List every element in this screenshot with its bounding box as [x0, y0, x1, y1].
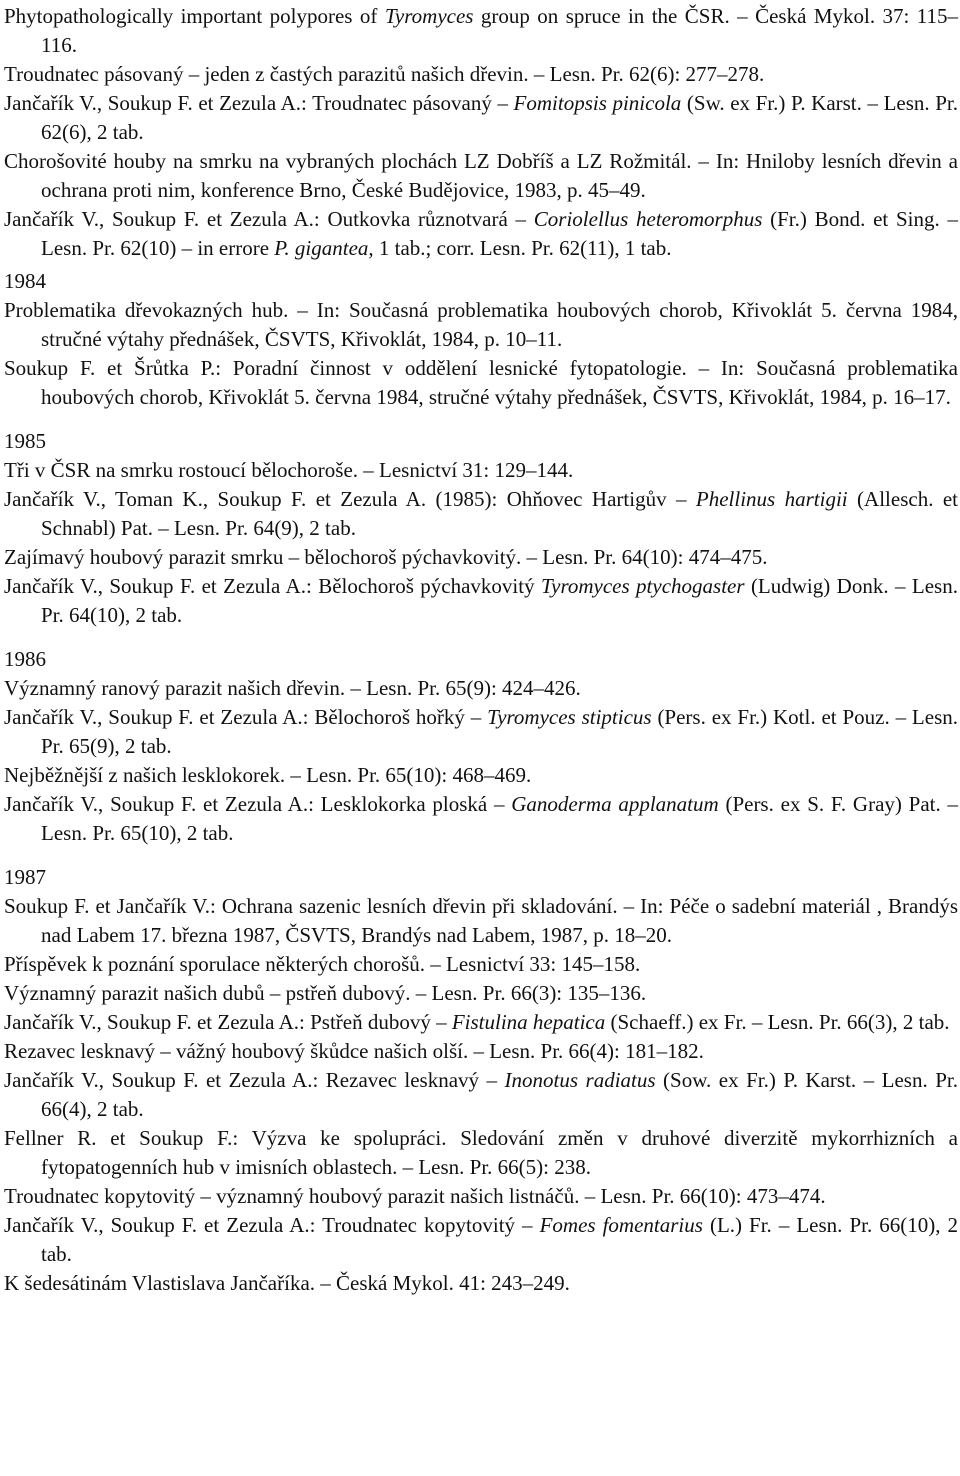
entry-text: (L.) Fr. – Lesn. Pr. 66(10), 2 tab.	[41, 1213, 958, 1266]
entry-text: (Pers. ex Fr.) Kotl. et Pouz. – Lesn. Pr. 65(9), 2 tab.	[41, 705, 958, 758]
entry-text: Soukup F. et Šrůtka P.: Poradní činnost v oddělení lesnické fytopatologie. – In: Současná problematika houbových chorob, Křivoklát 5. června 1984, stručné výtahy přednášek, ČSVTS, Křivoklát, 1984, p. 16–17.	[4, 356, 958, 409]
bibliography-entry	[4, 1008, 958, 1037]
bibliography-entry	[4, 205, 958, 263]
entry-text: Soukup F. et Jančařík V.: Ochrana sazenic lesních dřevin při skladování. – In: Péče o sadební materiál , Brandýs nad Labem 17. března 1987, ČSVTS, Brandýs nad Labem, 1987, p. 18–20.	[4, 894, 958, 947]
entry-text: (Sow. ex Fr.) P. Karst. – Lesn. Pr. 66(4), 2 tab.	[41, 1068, 958, 1121]
entry-text: group on spruce in the ČSR. – Česká Mykol. 37: 115–116.	[41, 4, 958, 57]
bibliography-entry	[4, 147, 958, 205]
entry-text: Jančařík V., Soukup F. et Zezula A.: Troudnatec pásovaný –	[4, 91, 514, 115]
bibliography-entry	[4, 354, 958, 412]
bibliography-entry	[4, 892, 958, 950]
entry-text: Nejběžnější z našich lesklokorek. – Lesn. Pr. 65(10): 468–469.	[4, 763, 532, 787]
bibliography-entry	[4, 1211, 958, 1269]
bibliography-entry	[4, 543, 958, 572]
entry-text: Jančařík V., Soukup F. et Zezula A.: Troudnatec kopytovitý –	[4, 1213, 540, 1237]
entry-text: (Sw. ex Fr.) P. Karst. – Lesn. Pr. 62(6), 2 tab.	[41, 91, 958, 144]
entry-text: (Allesch. et Schnabl) Pat. – Lesn. Pr. 64(9), 2 tab.	[41, 487, 959, 540]
entry-text: Rezavec lesknavý – vážný houbový škůdce našich olší. – Lesn. Pr. 66(4): 181–182.	[4, 1039, 704, 1063]
entry-text: (Schaeff.) ex Fr. – Lesn. Pr. 66(3), 2 tab.	[605, 1010, 950, 1034]
bibliography-entry	[4, 572, 958, 630]
bibliography-page	[4, 2, 958, 1298]
species-name: Fomes fomentarius	[539, 1213, 703, 1237]
species-name: Tyromyces stipticus	[487, 705, 652, 729]
species-name: Fomitopsis pinicola	[513, 91, 682, 115]
species-name: Tyromyces ptychogaster	[541, 574, 745, 598]
year-heading: 1987	[4, 865, 46, 889]
entry-text: Jančařík V., Soukup F. et Zezula A.: Rezavec lesknavý –	[4, 1068, 505, 1092]
entry-text: Jančařík V., Soukup F. et Zezula A.: Lesklokorka ploská –	[4, 792, 512, 816]
bibliography-entry	[4, 1037, 958, 1066]
year-section	[4, 427, 958, 630]
entry-text: Jančařík V., Soukup F. et Zezula A.: Outkovka různotvará –	[4, 207, 534, 231]
entry-text: Zajímavý houbový parazit smrku – bělochoroš pýchavkovitý. – Lesn. Pr. 64(10): 474–475.	[4, 545, 768, 569]
species-name: Inonotus radiatus	[504, 1068, 656, 1092]
entry-text: Jančařík V., Soukup F. et Zezula A.: Bělochoroš pýchavkovitý	[4, 574, 541, 598]
bibliography-entry	[4, 456, 958, 485]
year-section	[4, 645, 958, 848]
bibliography-entry	[4, 761, 958, 790]
year-section	[4, 2, 958, 263]
entry-text: (Fr.) Bond. et Sing. – Lesn. Pr. 62(10) – in errore	[41, 207, 958, 260]
entry-text: (Ludwig) Donk. – Lesn. Pr. 64(10), 2 tab.	[41, 574, 958, 627]
year-heading: 1986	[4, 647, 46, 671]
entry-text: Významný ranový parazit našich dřevin. – Lesn. Pr. 65(9): 424–426.	[4, 676, 581, 700]
bibliography-entry	[4, 1066, 958, 1124]
entry-text: Troudnatec pásovaný – jeden z častých parazitů našich dřevin. – Lesn. Pr. 62(6): 277–278.	[4, 62, 765, 86]
bibliography-entry	[4, 60, 958, 89]
entry-text: 1 tab.; corr. Lesn. Pr. 62(11), 1 tab.	[373, 236, 672, 260]
bibliography-entry	[4, 979, 958, 1008]
bibliography-entry	[4, 703, 958, 761]
entry-text: Jančařík V., Toman K., Soukup F. et Zezula A. (1985): Ohňovec Hartigův –	[4, 487, 696, 511]
year-section	[4, 863, 958, 1298]
bibliography-entry	[4, 950, 958, 979]
bibliography-entry	[4, 674, 958, 703]
bibliography-entry	[4, 485, 958, 543]
entry-text: K šedesátinám Vlastislava Jančaříka. – Česká Mykol. 41: 243–249.	[4, 1271, 570, 1295]
entry-text: Jančařík V., Soukup F. et Zezula A.: Pstřeň dubový –	[4, 1010, 452, 1034]
entry-text: Troudnatec kopytovitý – významný houbový parazit našich listnáčů. – Lesn. Pr. 66(10): 473–474.	[4, 1184, 826, 1208]
entry-text: Tři v ČSR na smrku rostoucí bělochoroše. – Lesnictví 31: 129–144.	[4, 458, 574, 482]
entry-text: Phytopathologically important polypores of	[4, 4, 385, 28]
entry-text: Významný parazit našich dubů – pstřeň dubový. – Lesn. Pr. 66(3): 135–136.	[4, 981, 647, 1005]
species-name: Fistulina hepatica	[451, 1010, 606, 1034]
entry-text: Chorošovité houby na smrku na vybraných plochách LZ Dobříš a LZ Rožmitál. – In: Hniloby lesních dřevin a ochrana proti nim, konference Brno, České Budějovice, 1983, p. 45–49.	[4, 149, 958, 202]
bibliography-entry	[4, 296, 958, 354]
species-name: Tyromyces	[384, 4, 474, 28]
entry-text: Fellner R. et Soukup F.: Výzva ke spolupráci. Sledování změn v druhové diverzitě mykorrhizních a fytopatogenních hub v imisních oblastech. – Lesn. Pr. 66(5): 238.	[4, 1126, 958, 1179]
year-section	[4, 267, 958, 412]
bibliography-entry	[4, 1124, 958, 1182]
species-name: Coriolellus heteromorphus	[533, 207, 763, 231]
entry-text: Jančařík V., Soukup F. et Zezula A.: Bělochoroš hořký –	[4, 705, 488, 729]
bibliography-entry	[4, 1269, 958, 1298]
species-name: P. gigantea,	[274, 236, 374, 260]
bibliography-entry	[4, 1182, 958, 1211]
entry-text: Příspěvek k poznání sporulace některých chorošů. – Lesnictví 33: 145–158.	[4, 952, 641, 976]
bibliography-entry	[4, 2, 958, 60]
species-name: Phellinus hartigii	[695, 487, 848, 511]
entry-text: (Pers. ex S. F. Gray) Pat. – Lesn. Pr. 65(10), 2 tab.	[41, 792, 958, 845]
year-heading: 1984	[4, 269, 46, 293]
entry-text: Problematika dřevokazných hub. – In: Současná problematika houbových chorob, Křivoklát 5. června 1984, stručné výtahy přednášek, ČSVTS, Křivoklát, 1984, p. 10–11.	[4, 298, 958, 351]
bibliography-entry	[4, 89, 958, 147]
year-heading: 1985	[4, 429, 46, 453]
bibliography-entry	[4, 790, 958, 848]
species-name: Ganoderma applanatum	[511, 792, 719, 816]
